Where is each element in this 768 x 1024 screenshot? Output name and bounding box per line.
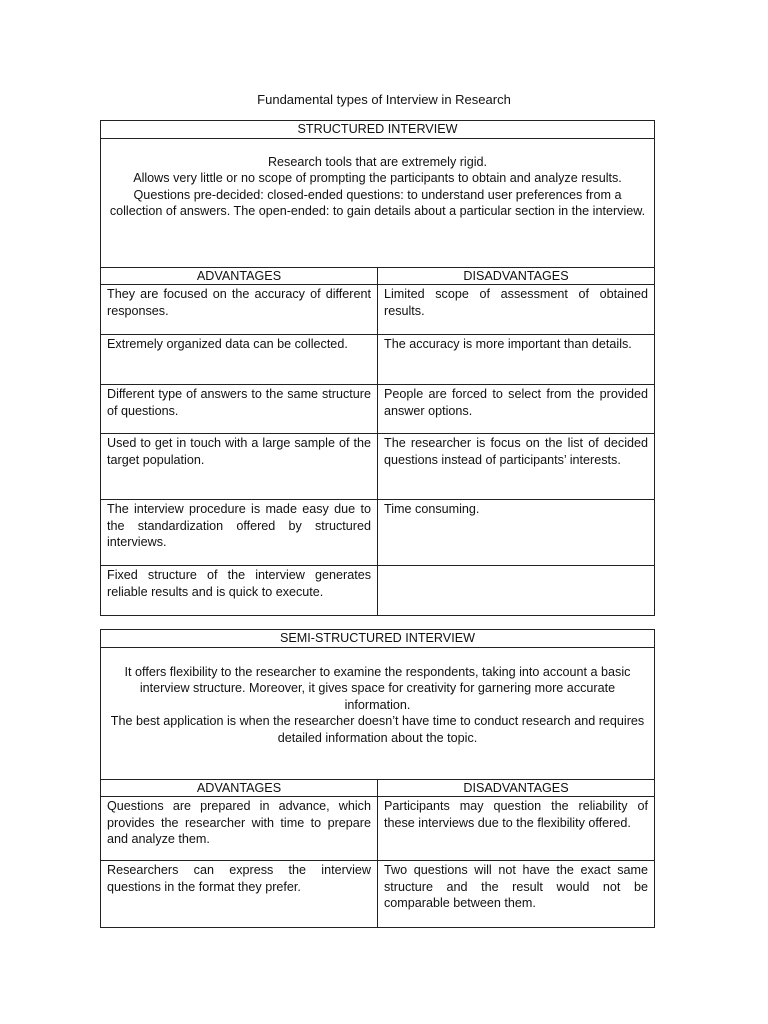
disadvantage-cell: The accuracy is more important than details. [378, 335, 655, 385]
advantages-header: ADVANTAGES [101, 267, 378, 285]
advantage-cell: Extremely organized data can be collected. [101, 335, 378, 385]
table-row [101, 335, 655, 385]
disadvantage-cell: Time consuming. [378, 500, 655, 566]
advantage-cell: Fixed structure of the interview generates reliable results and is quick to execute. [101, 566, 378, 616]
description-line: It offers flexibility to the researcher to examine the respondents, taking into account a basic interview structure. Moreover, it gives space for creativity for garnering more accurate information. [124, 664, 631, 712]
advantages-header: ADVANTAGES [101, 779, 378, 797]
disadvantage-cell: People are forced to select from the provided answer options. [378, 385, 655, 434]
table-heading: STRUCTURED INTERVIEW [101, 121, 655, 139]
advantage-cell: The interview procedure is made easy due to the standardization offered by structured interviews. [101, 500, 378, 566]
description-line: Research tools that are extremely rigid. [267, 154, 488, 169]
table-row [101, 285, 655, 335]
page-title: Fundamental types of Interview in Research [257, 92, 511, 107]
disadvantage-cell: Limited scope of assessment of obtained results. [378, 285, 655, 335]
description-line: The best application is when the researcher doesn’t have time to conduct research and requires detailed information about the topic. [110, 714, 645, 745]
semi-structured-interview-table [100, 629, 655, 928]
disadvantage-cell [378, 566, 655, 616]
disadvantage-cell: Two questions will not have the exact same structure and the result would not be comparable between them. [378, 861, 655, 928]
table-row [101, 434, 655, 500]
advantage-cell: Used to get in touch with a large sample of the target population. [101, 434, 378, 500]
table-description [101, 647, 655, 779]
advantage-cell: Researchers can express the interview questions in the format they prefer. [101, 861, 378, 928]
structured-interview-table [100, 120, 655, 616]
disadvantage-cell: The researcher is focus on the list of decided questions instead of participants’ interests. [378, 434, 655, 500]
table-row [101, 797, 655, 861]
disadvantages-header: DISADVANTAGES [378, 267, 655, 285]
advantage-cell: Questions are prepared in advance, which provides the researcher with time to prepare and analyze them. [101, 797, 378, 861]
table-heading: SEMI-STRUCTURED INTERVIEW [101, 630, 655, 648]
disadvantage-cell: Participants may question the reliability of these interviews due to the flexibility offered. [378, 797, 655, 861]
advantage-cell: They are focused on the accuracy of different responses. [101, 285, 378, 335]
table-row [101, 566, 655, 616]
description-line: Allows very little or no scope of prompting the participants to obtain and analyze results. Questions pre-decided: closed-ended questions: to understand user preferences from a collection of answers. The open-ended: to gain details about a particular section in the interview. [109, 171, 646, 218]
table-row [101, 861, 655, 928]
disadvantages-header: DISADVANTAGES [378, 779, 655, 797]
table-description [101, 138, 655, 267]
advantage-cell: Different type of answers to the same structure of questions. [101, 385, 378, 434]
table-row [101, 500, 655, 566]
table-row [101, 385, 655, 434]
